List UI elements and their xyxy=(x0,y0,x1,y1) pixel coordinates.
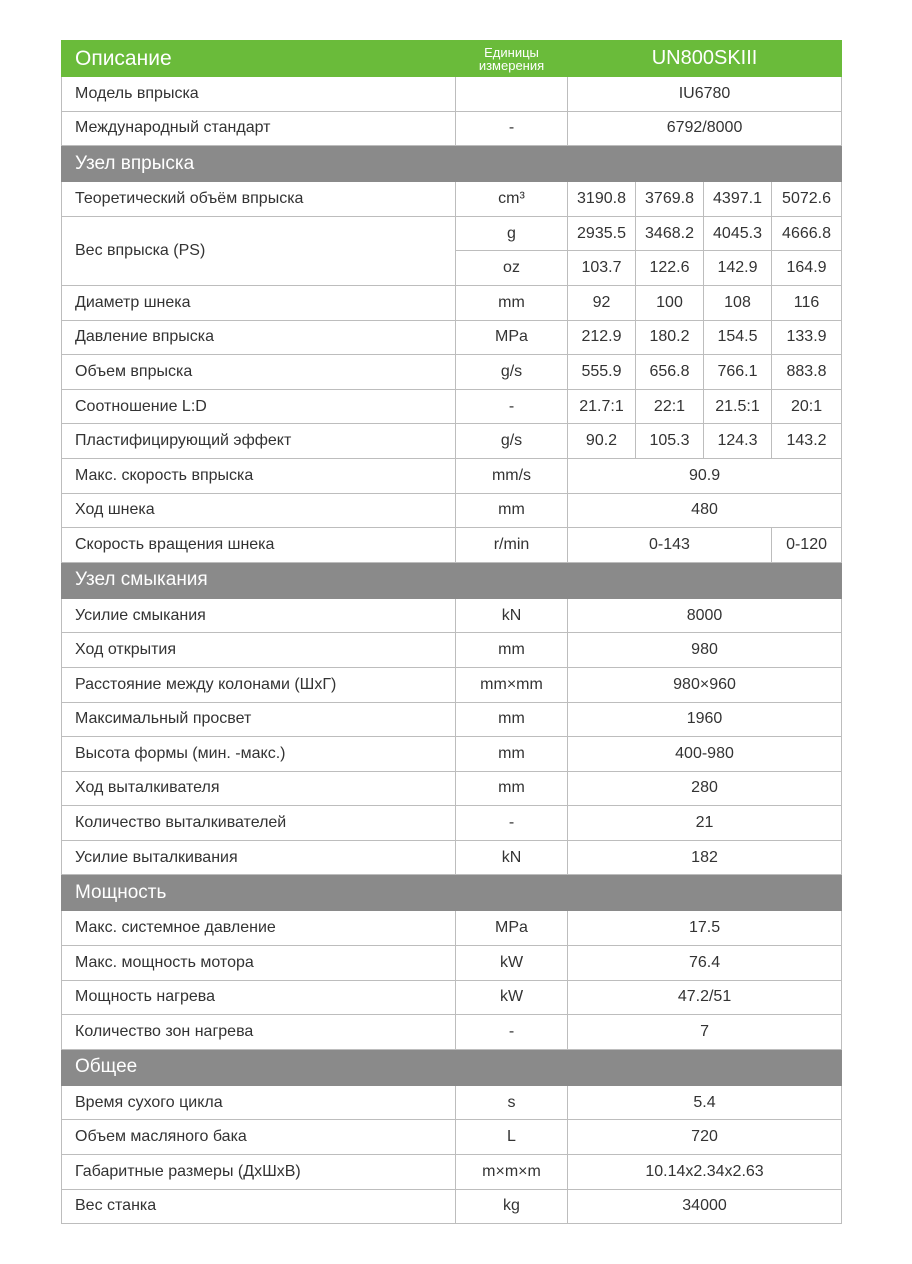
row-value: 90.9 xyxy=(568,458,842,493)
row-label: Вес впрыска (PS) xyxy=(62,216,456,285)
table-row xyxy=(62,911,842,946)
header-units-line2: измерения xyxy=(478,57,545,73)
row-value: 182 xyxy=(568,840,842,875)
spec-table xyxy=(61,40,842,1224)
row-unit: g/s xyxy=(456,355,568,390)
row-unit: cm³ xyxy=(456,182,568,217)
row-value: 480 xyxy=(568,493,842,528)
table-row xyxy=(62,355,842,390)
section-filler xyxy=(456,1049,842,1085)
table-row xyxy=(62,320,842,355)
row-unit: kW xyxy=(456,980,568,1015)
row-value: 8000 xyxy=(568,598,842,633)
table-row xyxy=(62,598,842,633)
row-value: 20:1 xyxy=(772,389,842,424)
row-value: IU6780 xyxy=(568,77,842,112)
row-value: 90.2 xyxy=(568,424,636,459)
row-unit: r/min xyxy=(456,528,568,563)
row-value: 108 xyxy=(704,285,772,320)
row-value: 103.7 xyxy=(568,251,636,286)
row-label: Время сухого цикла xyxy=(62,1085,456,1120)
row-label: Макс. системное давление xyxy=(62,911,456,946)
table-row xyxy=(62,737,842,772)
row-label: Количество зон нагрева xyxy=(62,1015,456,1050)
table-row xyxy=(62,182,842,217)
header-units xyxy=(456,41,568,77)
row-unit: mm xyxy=(456,737,568,772)
row-label: Скорость вращения шнека xyxy=(62,528,456,563)
row-label: Мощность нагрева xyxy=(62,980,456,1015)
row-unit: s xyxy=(456,1085,568,1120)
row-label: Макс. скорость впрыска xyxy=(62,458,456,493)
row-value: 656.8 xyxy=(636,355,704,390)
row-unit: - xyxy=(456,1015,568,1050)
table-row xyxy=(62,1085,842,1120)
row-value: 980×960 xyxy=(568,667,842,702)
section-filler xyxy=(456,562,842,598)
table-row xyxy=(62,1015,842,1050)
row-value: 980 xyxy=(568,633,842,668)
row-value: 10.14x2.34x2.63 xyxy=(568,1155,842,1190)
row-value: 92 xyxy=(568,285,636,320)
row-label: Теоретический объём впрыска xyxy=(62,182,456,217)
row-value: 3190.8 xyxy=(568,182,636,217)
row-label: Макс. мощность мотора xyxy=(62,946,456,981)
row-label: Диаметр шнека xyxy=(62,285,456,320)
table-row xyxy=(62,667,842,702)
table-row xyxy=(62,111,842,146)
row-label: Ход шнека xyxy=(62,493,456,528)
row-label: Усилие выталкивания xyxy=(62,840,456,875)
row-value: 4045.3 xyxy=(704,216,772,251)
header-description: Описание xyxy=(62,41,456,77)
row-value: 116 xyxy=(772,285,842,320)
row-value: 4397.1 xyxy=(704,182,772,217)
row-value: 6792/8000 xyxy=(568,111,842,146)
row-value: 154.5 xyxy=(704,320,772,355)
row-unit: m×m×m xyxy=(456,1155,568,1190)
table-row xyxy=(62,840,842,875)
row-label: Пластифицирующий эффект xyxy=(62,424,456,459)
row-unit: mm xyxy=(456,633,568,668)
row-value: 0-120 xyxy=(772,528,842,563)
row-value: 143.2 xyxy=(772,424,842,459)
section-header xyxy=(62,1049,842,1085)
row-value: 2935.5 xyxy=(568,216,636,251)
row-unit: kW xyxy=(456,946,568,981)
row-value: 124.3 xyxy=(704,424,772,459)
row-unit: mm/s xyxy=(456,458,568,493)
row-value: 133.9 xyxy=(772,320,842,355)
row-value: 3468.2 xyxy=(636,216,704,251)
row-value: 22:1 xyxy=(636,389,704,424)
section-filler xyxy=(456,146,842,182)
row-unit: kg xyxy=(456,1189,568,1224)
table-row xyxy=(62,702,842,737)
table-row xyxy=(62,285,842,320)
row-unit: mm xyxy=(456,285,568,320)
section-filler xyxy=(456,875,842,911)
row-value: 21.5:1 xyxy=(704,389,772,424)
header-units-line1: Единицы xyxy=(484,44,539,60)
row-value: 212.9 xyxy=(568,320,636,355)
row-unit xyxy=(456,77,568,112)
row-value: 555.9 xyxy=(568,355,636,390)
header-model: UN800SKIII xyxy=(568,41,842,77)
section-title: Мощность xyxy=(62,875,456,911)
row-label: Ход открытия xyxy=(62,633,456,668)
table-row xyxy=(62,424,842,459)
row-value: 180.2 xyxy=(636,320,704,355)
row-unit: - xyxy=(456,806,568,841)
row-value: 5.4 xyxy=(568,1085,842,1120)
table-row xyxy=(62,77,842,112)
row-label: Вес станка xyxy=(62,1189,456,1224)
row-value: 400-980 xyxy=(568,737,842,772)
table-row xyxy=(62,771,842,806)
row-value: 105.3 xyxy=(636,424,704,459)
row-value: 720 xyxy=(568,1120,842,1155)
row-label: Габаритные размеры (ДхШхВ) xyxy=(62,1155,456,1190)
row-unit: kN xyxy=(456,840,568,875)
row-label: Количество выталкивателей xyxy=(62,806,456,841)
row-label: Расстояние между колонами (ШхГ) xyxy=(62,667,456,702)
section-title: Узел смыкания xyxy=(62,562,456,598)
row-unit: kN xyxy=(456,598,568,633)
row-value: 122.6 xyxy=(636,251,704,286)
row-unit: L xyxy=(456,1120,568,1155)
table-row xyxy=(62,980,842,1015)
section-header xyxy=(62,875,842,911)
row-value: 280 xyxy=(568,771,842,806)
section-title: Узел впрыска xyxy=(62,146,456,182)
table-row xyxy=(62,528,842,563)
row-value: 142.9 xyxy=(704,251,772,286)
row-unit: g/s xyxy=(456,424,568,459)
row-label: Модель впрыска xyxy=(62,77,456,112)
row-value: 0-143 xyxy=(568,528,772,563)
row-value: 21.7:1 xyxy=(568,389,636,424)
table-row xyxy=(62,1189,842,1224)
table-row xyxy=(62,216,842,251)
row-label: Объем впрыска xyxy=(62,355,456,390)
row-label: Соотношение L:D xyxy=(62,389,456,424)
row-value: 7 xyxy=(568,1015,842,1050)
row-unit: mm xyxy=(456,771,568,806)
row-value: 164.9 xyxy=(772,251,842,286)
table-row xyxy=(62,806,842,841)
row-unit: g xyxy=(456,216,568,251)
table-row xyxy=(62,1155,842,1190)
table-row xyxy=(62,493,842,528)
row-label: Высота формы (мин. -макс.) xyxy=(62,737,456,772)
row-value: 21 xyxy=(568,806,842,841)
row-value: 1960 xyxy=(568,702,842,737)
row-value: 100 xyxy=(636,285,704,320)
row-value: 5072.6 xyxy=(772,182,842,217)
table-header xyxy=(62,41,842,77)
row-value: 4666.8 xyxy=(772,216,842,251)
row-unit: oz xyxy=(456,251,568,286)
row-unit: - xyxy=(456,111,568,146)
row-value: 47.2/51 xyxy=(568,980,842,1015)
row-label: Ход выталкивателя xyxy=(62,771,456,806)
row-label: Объем масляного бака xyxy=(62,1120,456,1155)
row-unit: mm×mm xyxy=(456,667,568,702)
table-row xyxy=(62,1120,842,1155)
table-row xyxy=(62,633,842,668)
row-value: 3769.8 xyxy=(636,182,704,217)
row-value: 766.1 xyxy=(704,355,772,390)
section-header xyxy=(62,146,842,182)
row-label: Давление впрыска xyxy=(62,320,456,355)
row-unit: MPa xyxy=(456,320,568,355)
table-row xyxy=(62,458,842,493)
section-header xyxy=(62,562,842,598)
row-unit: mm xyxy=(456,493,568,528)
row-unit: - xyxy=(456,389,568,424)
table-row xyxy=(62,946,842,981)
row-label: Международный стандарт xyxy=(62,111,456,146)
row-label: Максимальный просвет xyxy=(62,702,456,737)
row-label: Усилие смыкания xyxy=(62,598,456,633)
row-value: 883.8 xyxy=(772,355,842,390)
row-unit: MPa xyxy=(456,911,568,946)
table-row xyxy=(62,389,842,424)
row-value: 34000 xyxy=(568,1189,842,1224)
row-value: 17.5 xyxy=(568,911,842,946)
row-value: 76.4 xyxy=(568,946,842,981)
section-title: Общее xyxy=(62,1049,456,1085)
row-unit: mm xyxy=(456,702,568,737)
